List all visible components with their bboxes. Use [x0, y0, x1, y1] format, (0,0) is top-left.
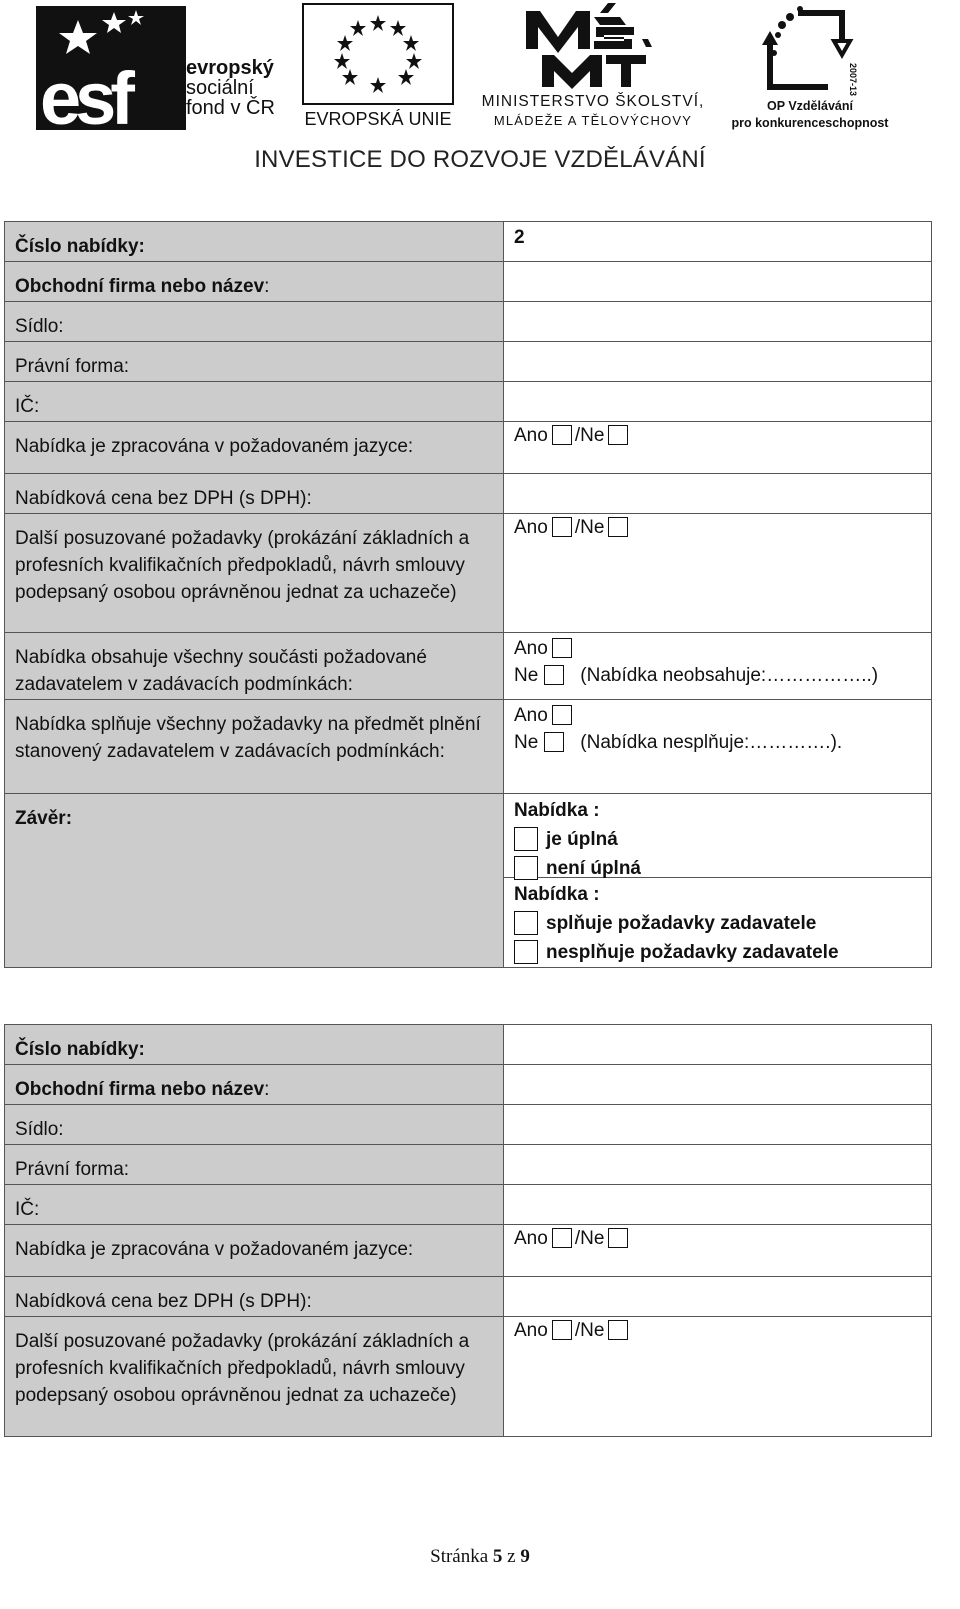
page-header: [0, 0, 960, 185]
op-line1: OP Vzdělávání: [767, 99, 853, 113]
company-field[interactable]: [504, 262, 932, 302]
company-field[interactable]: [504, 1065, 932, 1105]
header-tagline: INVESTICE DO ROZVOJE VZDĚLÁVÁNÍ: [254, 146, 706, 173]
conclusion-label: Závěr:: [15, 808, 73, 829]
seat-label: Sídlo:: [15, 1119, 64, 1140]
page-word: Stránka: [430, 1546, 489, 1567]
op-line2: pro konkurenceschopnost: [731, 116, 889, 130]
company-colon: :: [264, 1079, 270, 1100]
language-yes-label: Ano: [514, 1228, 548, 1249]
offer-number-label: Číslo nabídky:: [15, 1039, 145, 1060]
requirements-yes-checkbox[interactable]: [552, 517, 572, 537]
eu-stars-icon: [304, 5, 452, 103]
esf-line2: sociální: [186, 77, 254, 99]
legal-form-label: Právní forma:: [15, 356, 130, 377]
table-row: [5, 262, 932, 302]
seat-label: Sídlo:: [15, 316, 64, 337]
language-label: Nabídka je zpracována v požadovaném jazyce:: [15, 1239, 414, 1260]
msmt-logo: [462, 3, 724, 131]
table-row: [5, 1225, 932, 1277]
subject-yes-checkbox[interactable]: [552, 705, 572, 725]
subject-yes-label: Ano: [514, 705, 548, 726]
table-row: [5, 474, 932, 514]
esf-logo: [36, 6, 296, 130]
table-row: [5, 700, 932, 794]
conclusion-heading-1: Nabídka :: [514, 800, 600, 821]
page-of: z: [507, 1546, 516, 1567]
ic-field[interactable]: [504, 382, 932, 422]
table-row: [5, 1185, 932, 1225]
price-label: Nabídková cena bez DPH (s DPH):: [15, 1291, 312, 1312]
requirements-no-checkbox[interactable]: [608, 1320, 628, 1340]
requirements-yes-label: Ano: [514, 1320, 548, 1341]
price-label: Nabídková cena bez DPH (s DPH):: [15, 488, 312, 509]
subject-label: Nabídka splňuje všechny požadavky na předmět plnění stanovený zadavatelem v zadávacích podmínkách:: [15, 714, 481, 762]
msmt-logo-mark: [524, 3, 654, 89]
legal-form-label: Právní forma:: [15, 1159, 130, 1180]
offer-number-label: Číslo nabídky:: [15, 236, 145, 257]
op-years: 2007-13: [848, 63, 858, 97]
page-footer: [0, 1546, 960, 1568]
esf-line1: evropský: [186, 57, 274, 79]
offer-table-2: [4, 1024, 932, 1437]
table-row: [5, 302, 932, 342]
requirements-no-label: /Ne: [574, 1320, 605, 1341]
language-label: Nabídka je zpracována v požadovaném jazyce:: [15, 436, 414, 457]
esf-line3: fond v ČR: [186, 97, 275, 119]
page-total: 9: [520, 1546, 530, 1567]
parts-label: Nabídka obsahuje všechny součásti požadované zadavatelem v zadávacích podmínkách:: [15, 647, 427, 695]
offer-table-1: [4, 221, 932, 968]
conclusion-heading-2: Nabídka :: [514, 884, 600, 905]
language-no-checkbox[interactable]: [608, 425, 628, 445]
fails-requirements-label: nesplňuje požadavky zadavatele: [546, 942, 839, 963]
price-field[interactable]: [504, 474, 932, 514]
parts-no-label: Ne: [514, 665, 539, 686]
language-yes-checkbox[interactable]: [552, 1228, 572, 1248]
ic-label: IČ:: [15, 1199, 40, 1220]
company-label: Obchodní firma nebo název: [15, 276, 265, 297]
incomplete-checkbox[interactable]: [514, 856, 538, 880]
subject-note: (Nabídka nesplňuje:………….).: [580, 732, 843, 753]
company-label: Obchodní firma nebo název: [15, 1079, 265, 1100]
table-row: [5, 382, 932, 422]
language-no-label: /Ne: [574, 425, 605, 446]
requirements-label: Další posuzované požadavky (prokázání základních a profesních kvalifikačních předpokladů, návrh smlouvy podepsaný osobou oprávněnou jednat za uchazeče): [15, 528, 470, 603]
language-yes-checkbox[interactable]: [552, 425, 572, 445]
parts-no-checkbox[interactable]: [544, 665, 564, 685]
complete-label: je úplná: [546, 829, 618, 850]
legal-form-field[interactable]: [504, 342, 932, 382]
table-row: [5, 633, 932, 700]
requirements-yes-checkbox[interactable]: [552, 1320, 572, 1340]
language-no-label: /Ne: [574, 1228, 605, 1249]
incomplete-label: není úplná: [546, 858, 641, 879]
op-logo-mark: [758, 3, 858, 97]
parts-yes-checkbox[interactable]: [552, 638, 572, 658]
language-yes-label: Ano: [514, 425, 548, 446]
table-row: [5, 1065, 932, 1105]
svg-text:esf: esf: [40, 57, 129, 130]
legal-form-field[interactable]: [504, 1145, 932, 1185]
table-row: [5, 794, 932, 968]
table-row: [5, 1277, 932, 1317]
table-row: [5, 514, 932, 633]
table-row: [5, 1105, 932, 1145]
seat-field[interactable]: [504, 1105, 932, 1145]
table-row: [5, 1317, 932, 1437]
price-field[interactable]: [504, 1277, 932, 1317]
parts-note: (Nabídka neobsahuje:……………..): [580, 665, 879, 686]
table-row: [5, 342, 932, 382]
eu-flag: [302, 3, 454, 105]
language-no-checkbox[interactable]: [608, 1228, 628, 1248]
ic-label: IČ:: [15, 396, 40, 417]
table-row: [5, 1025, 932, 1065]
op-logo: [724, 3, 896, 131]
eu-logo: [302, 3, 454, 127]
meets-requirements-checkbox[interactable]: [514, 911, 538, 935]
esf-logo-mark: [36, 6, 186, 130]
seat-field[interactable]: [504, 302, 932, 342]
page-current: 5: [492, 1546, 503, 1567]
requirements-no-label: /Ne: [574, 517, 605, 538]
meets-requirements-label: splňuje požadavky zadavatele: [546, 913, 817, 934]
fails-requirements-checkbox[interactable]: [514, 940, 538, 964]
table-row: [5, 222, 932, 262]
subject-no-label: Ne: [514, 732, 539, 753]
msmt-line2: MLÁDEŽE A TĚLOVÝCHOVY: [493, 113, 693, 128]
requirements-label: Další posuzované požadavky (prokázání základních a profesních kvalifikačních předpokladů, návrh smlouvy podepsaný osobou oprávněnou jednat za uchazeče): [15, 1331, 470, 1406]
offer-number-field[interactable]: [504, 1025, 932, 1065]
offer-number-value: 2: [514, 227, 525, 248]
subject-no-checkbox[interactable]: [544, 732, 564, 752]
table-row: [5, 1145, 932, 1185]
msmt-line1: MINISTERSTVO ŠKOLSTVÍ,: [481, 93, 705, 110]
requirements-no-checkbox[interactable]: [608, 517, 628, 537]
parts-yes-label: Ano: [514, 638, 548, 659]
ic-field[interactable]: [504, 1185, 932, 1225]
requirements-yes-label: Ano: [514, 517, 548, 538]
company-colon: :: [264, 276, 270, 297]
complete-checkbox[interactable]: [514, 827, 538, 851]
eu-label: EVROPSKÁ UNIE: [304, 109, 452, 129]
table-row: [5, 422, 932, 474]
